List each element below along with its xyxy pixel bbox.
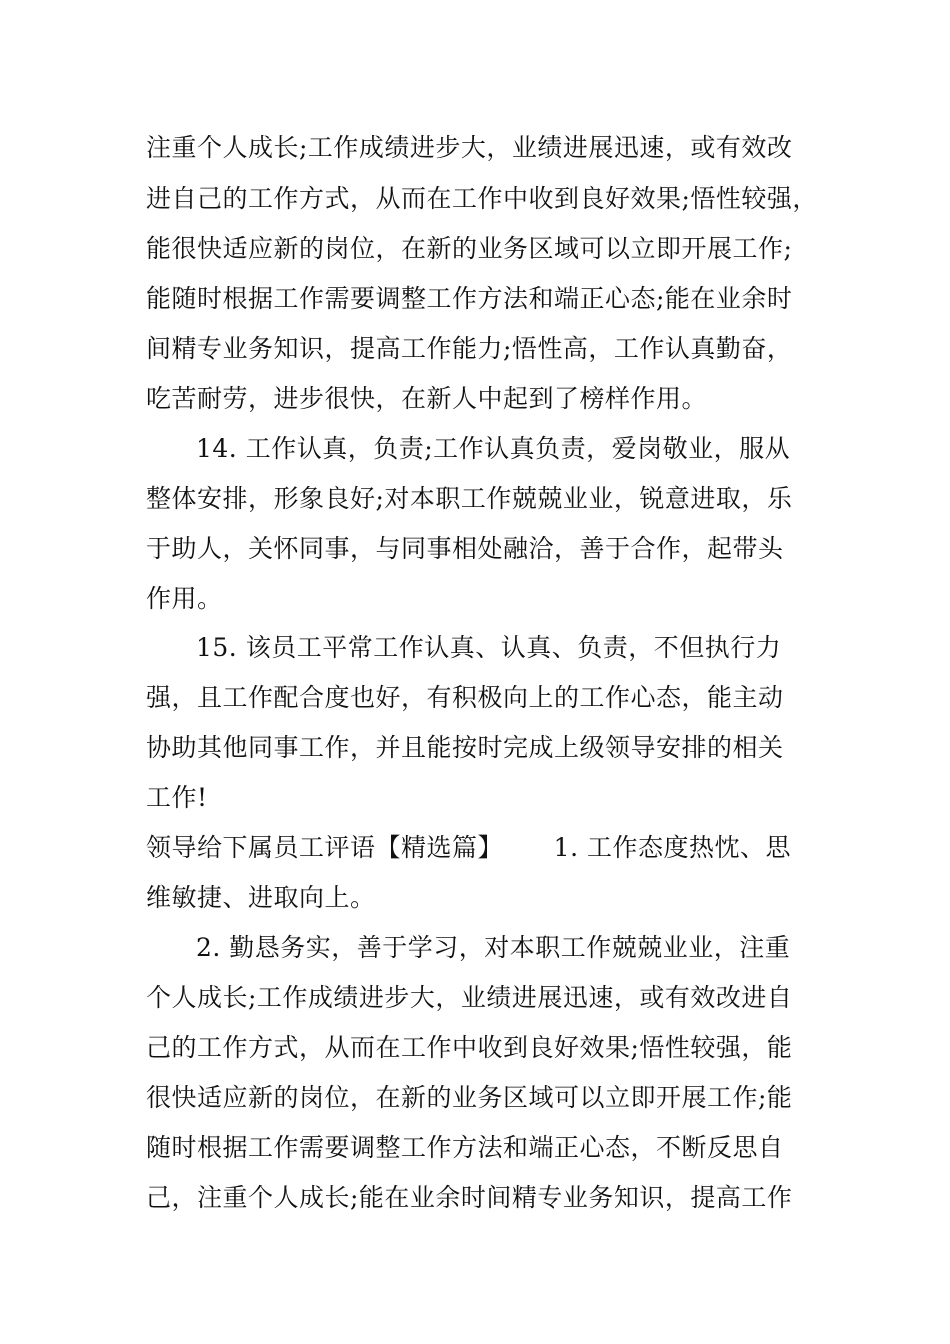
paragraph-start-line: 15. 该员工平常工作认真、认真、负责，不但执行力 <box>196 633 782 662</box>
paragraph-start-line: 2. 勤恳务实，善于学习，对本职工作兢兢业业，注重 <box>196 933 791 962</box>
text-line: 整体安排，形象良好;对本职工作兢兢业业，锐意进取，乐 <box>146 484 793 513</box>
text-line: 注重个人成长;工作成绩进步大，业绩进展迅速，或有效改 <box>146 133 793 162</box>
text-line: 进自己的工作方式，从而在工作中收到良好效果;悟性较强， <box>146 184 818 213</box>
text-line: 工作! <box>146 783 208 812</box>
text-line: 随时根据工作需要调整工作方法和端正心态，不断反思自 <box>146 1133 784 1162</box>
paragraph-start-line: 14. 工作认真，负责;工作认真负责，爱岗敬业，服从 <box>196 434 791 463</box>
text-line: 协助其他同事工作，并且能按时完成上级领导安排的相关 <box>146 733 784 762</box>
text-line: 间精专业务知识，提高工作能力;悟性高，工作认真勤奋， <box>146 334 793 363</box>
section-heading-line: 领导给下属员工评语【精选篇】 1. 工作态度热忱、思 <box>146 833 791 862</box>
text-line: 吃苦耐劳，进步很快，在新人中起到了榜样作用。 <box>146 384 708 413</box>
text-line: 己，注重个人成长;能在业余时间精专业务知识，提高工作 <box>146 1183 793 1212</box>
text-line: 于助人，关怀同事，与同事相处融洽，善于合作，起带头 <box>146 534 784 563</box>
text-line: 己的工作方式，从而在工作中收到良好效果;悟性较强，能 <box>146 1033 793 1062</box>
text-line: 作用。 <box>146 584 223 613</box>
text-line: 很快适应新的岗位，在新的业务区域可以立即开展工作;能 <box>146 1083 793 1112</box>
text-line: 个人成长;工作成绩进步大，业绩进展迅速，或有效改进自 <box>146 983 793 1012</box>
text-line: 能很快适应新的岗位，在新的业务区域可以立即开展工作; <box>146 234 793 263</box>
text-line: 能随时根据工作需要调整工作方法和端正心态;能在业余时 <box>146 284 793 313</box>
text-line: 维敏捷、进取向上。 <box>146 883 376 912</box>
text-line: 强，且工作配合度也好，有积极向上的工作心态，能主动 <box>146 683 784 712</box>
